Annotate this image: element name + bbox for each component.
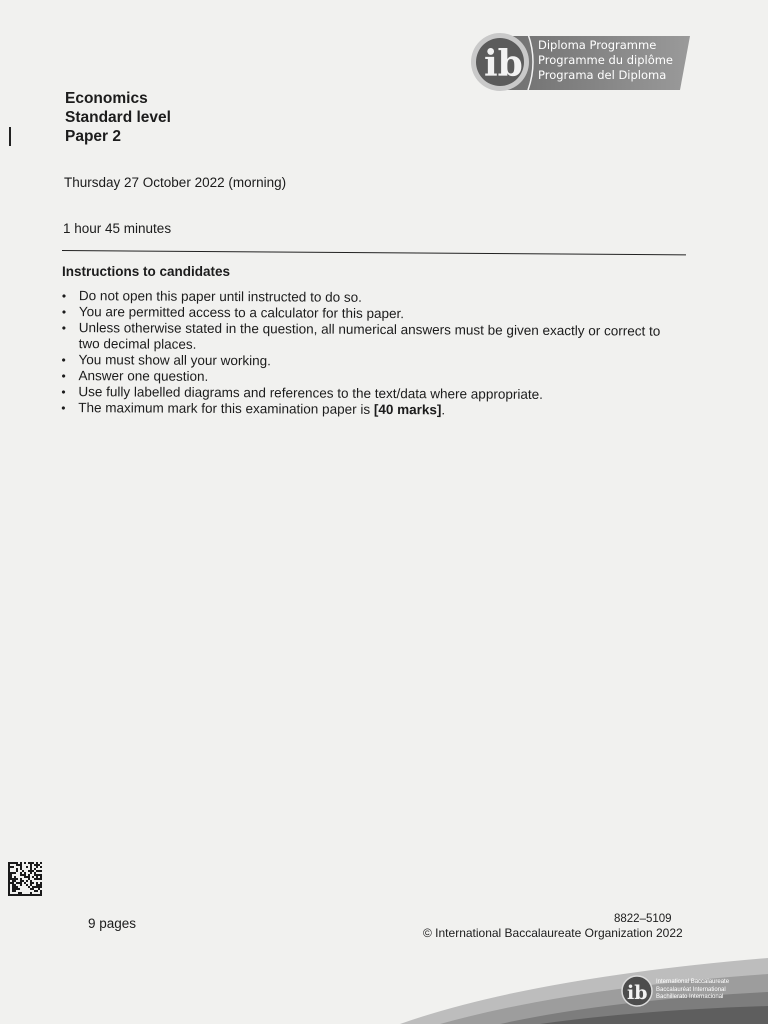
exam-duration: 1 hour 45 minutes <box>63 221 172 236</box>
copyright-notice: © International Baccalaureate Organization 2022 <box>423 926 683 940</box>
programme-names <box>538 38 673 83</box>
ib-header-banner <box>470 30 692 92</box>
instruction-item <box>61 400 691 420</box>
paper-code: 8822–5109 <box>614 913 672 925</box>
programme-line-fr: Programme du diplôme <box>538 53 674 67</box>
level-title: Standard level <box>65 109 171 126</box>
svg-text:ib: ib <box>627 982 648 1004</box>
instruction-text: Do not open this paper until instructed to do so. <box>78 288 362 305</box>
instruction-text: Use fully labelled diagrams and references to the text/data where appropriate. <box>78 384 543 402</box>
instruction-text: You must show all your working. <box>78 352 271 369</box>
bullet-icon: • <box>61 320 67 336</box>
bullet-icon: • <box>61 368 66 384</box>
instruction-text: You are permitted access to a calculator for this paper. <box>78 304 405 322</box>
page-count: 9 pages <box>88 916 137 931</box>
footer-logo-line-en: International Baccalaureate <box>656 979 730 985</box>
instruction-text: Answer one question. <box>78 368 209 384</box>
instructions-list <box>61 288 692 420</box>
instruction-text: Unless otherwise stated in the question, all numerical answers must be given exactly or correct to two decimal places. <box>78 320 661 352</box>
programme-line-en: Diploma Programme <box>538 38 657 52</box>
paper-number: Paper 2 <box>65 128 122 145</box>
bullet-icon: • <box>61 352 66 368</box>
instructions-heading: Instructions to candidates <box>62 264 231 279</box>
data-matrix-code-icon <box>8 862 42 896</box>
bullet-icon: • <box>61 288 67 304</box>
bullet-icon: • <box>61 304 67 320</box>
exam-date: Thursday 27 October 2022 (morning) <box>64 175 287 190</box>
svg-text:ib: ib <box>484 43 523 85</box>
footer-logo-line-fr: Baccalauréat International <box>656 986 726 993</box>
margin-mark <box>9 127 11 146</box>
subject-title: Economics <box>65 90 148 107</box>
max-mark-suffix: . <box>441 402 446 418</box>
divider-line <box>62 250 686 255</box>
bullet-icon: • <box>61 400 66 416</box>
paper-title <box>65 89 171 146</box>
programme-line-es: Programa del Diploma <box>538 68 667 82</box>
footer-logo-text <box>656 979 729 1002</box>
footer-logo-line-es: Bachillerato Internacional <box>656 994 724 1000</box>
bullet-icon: • <box>61 384 66 400</box>
instruction-item <box>62 320 692 356</box>
max-mark-value: [40 marks] <box>373 401 442 418</box>
max-mark-prefix: The maximum mark for this examination paper is <box>78 400 374 417</box>
